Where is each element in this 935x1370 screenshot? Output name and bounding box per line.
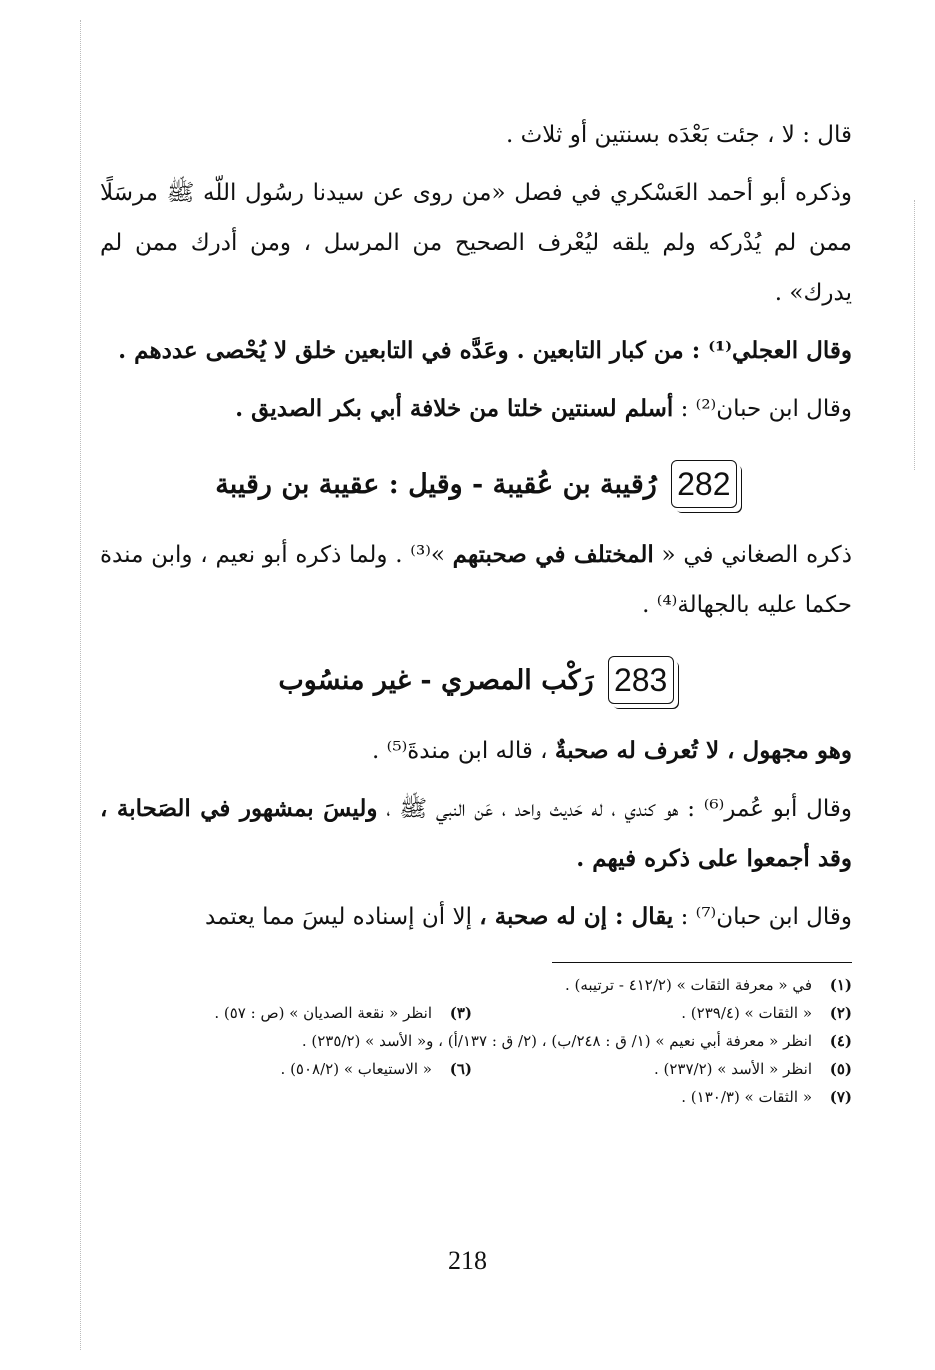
- entry-title: رُقيبة بن عُقيبة - وقيل : عقيبة بن رقيبة: [215, 468, 657, 500]
- paragraph-8-rest: إلا أن إسناده ليسَ مما يعتمد: [205, 904, 480, 930]
- footnote-number: (٥): [829, 1060, 852, 1078]
- footnote-number: (٤): [829, 1032, 852, 1050]
- footnote-text: « الثقات » (٢٣٩/٤) .: [681, 1004, 812, 1022]
- footnote-row: [100, 971, 852, 999]
- footnote-number: (٦): [449, 1060, 472, 1078]
- paragraph-5-rest: »⁽³⁾ . ولما ذكره أبو نعيم ، وابن مندة حكما عليه بالجهالة⁽⁴⁾ .: [100, 542, 852, 618]
- paragraph-8-intro: وقال ابن حبان⁽⁷⁾ :: [673, 904, 852, 930]
- paragraph-6-rest: ، قاله ابن مندةَ⁽⁵⁾ .: [372, 738, 555, 764]
- entry-number: 283: [613, 661, 668, 698]
- paragraph-1: قال : لا ، جئت بَعْدَه بسنتين أو ثلاث .: [506, 122, 852, 148]
- entry-heading-283: [100, 656, 852, 704]
- paragraph-2: وذكره أبو أحمد العَسْكري في فصل «من روى عن سيدنا رسُول اللّه ﷺ مرسَلًا ممن لم يُدْركه ولم يلقه ليُعْرف الصحيح من المرسل ، ومن أدرك ممن لم يدرك» .: [100, 180, 852, 306]
- paragraph-7-intro: وقال أبو عُمر⁽⁶⁾ : هو كندي ، له حَديث واحد ، عَن النبي ﷺ ،: [377, 796, 852, 822]
- footnote-text: « الثقات » (١٣٠/٣) .: [681, 1088, 812, 1106]
- entry-number-box: [608, 656, 674, 704]
- footnotes: [100, 971, 852, 1111]
- paragraph-7: [100, 784, 852, 884]
- footnote-number: (٢): [829, 1004, 852, 1022]
- paragraph-6: [100, 726, 852, 776]
- footnote-number: (٧): [829, 1088, 852, 1106]
- footnote-text: انظر « الأسد » (٢٣٧/٢) .: [653, 1060, 812, 1078]
- paragraph-7-bold: وليسَ بمشهور في الصَحابة ، وقد أجمعوا على ذكره فيهم .: [100, 795, 852, 872]
- footnote-row: [100, 999, 852, 1027]
- footnote-text: في « معرفة الثقات » (٤١٢/٢ - ترتيبه) .: [564, 976, 812, 994]
- footnote-number: (١): [829, 976, 852, 994]
- paragraph-4-quote: أسلم لسنتين خلتا من خلافة أبي بكر الصديق .: [235, 395, 674, 422]
- paragraph-4: [100, 384, 852, 434]
- footnote-number: (٣): [449, 1004, 472, 1022]
- page-body: [100, 110, 852, 1111]
- paragraph-5-intro: ذكره الصغاني في «: [653, 542, 852, 568]
- paragraph-3: وقال العجلي⁽¹⁾ : من كبار التابعين . وعَدَّه في التابعين خلق لا يُحْصى عددهم .: [118, 337, 852, 364]
- footnote-row: [100, 1083, 852, 1111]
- footnote-text: انظر « معرفة أبي نعيم » (١/ ق : ٢٤٨/ب) ، (٢/ ق : ١٣٧/أ) ، و« الأسد » (٢٣٥/٢) .: [301, 1032, 812, 1050]
- page-number: 218: [448, 1246, 487, 1275]
- paragraph-8: [100, 892, 852, 942]
- paragraph-5: [100, 530, 852, 630]
- footnote-row: [100, 1055, 852, 1083]
- entry-heading-282: [100, 460, 852, 508]
- entry-number: 282: [677, 465, 731, 502]
- footnote-text: انظر « نقعة الصديان » (ص : ٥٧) .: [214, 1004, 432, 1022]
- footnote-row: [100, 1027, 852, 1055]
- left-margin-dots: [80, 20, 81, 1350]
- footnote-text: « الاستيعاب » (٥٠٨/٢) .: [280, 1060, 432, 1078]
- paragraph-4-intro: وقال ابن حبان⁽²⁾ :: [673, 396, 852, 422]
- entry-number-box: [671, 460, 737, 508]
- paragraph-6-bold: وهو مجهول ، لا تُعرف له صحبةٌ: [554, 737, 852, 764]
- paragraph-5-book-title: المختلف في صحبتهم: [452, 541, 654, 568]
- entry-title: رَكْب المصري - غير منسُوب: [278, 664, 594, 696]
- footnote-separator: [552, 962, 852, 963]
- paragraph-8-bold: يقال : إن له صحبة ،: [479, 903, 674, 930]
- right-margin-dots: [914, 200, 915, 470]
